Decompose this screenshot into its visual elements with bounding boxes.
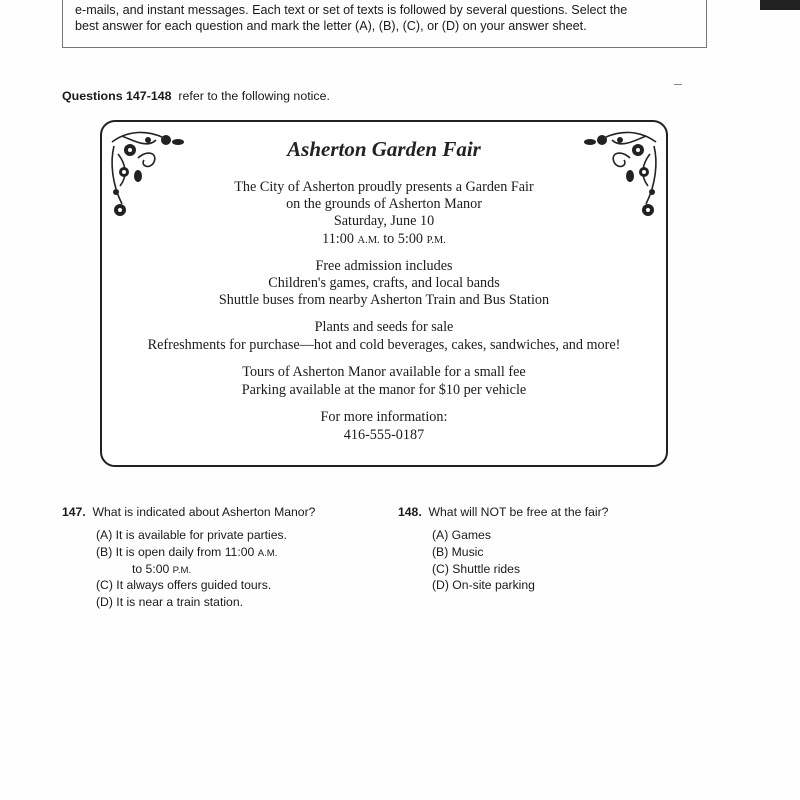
answer-option-147-a[interactable]: (A) It is available for private parties.	[96, 528, 288, 542]
answer-option-147-d[interactable]: (D) It is near a train station.	[96, 595, 243, 609]
section-header-text: refer to the following notice.	[178, 89, 330, 103]
time-to: to	[383, 231, 395, 247]
answer-option-148-a[interactable]: (A) Games	[432, 528, 491, 542]
option-text: (B) It is open daily from 11:00	[96, 545, 255, 559]
time-pm: P.M.	[426, 235, 446, 246]
answer-option-147-b[interactable]	[96, 545, 277, 559]
question-147	[62, 505, 315, 519]
notice-date: Saturday, June 10	[333, 213, 435, 229]
notice-free-line: Children's games, crafts, and local bands	[268, 275, 500, 291]
question-text: What will NOT be free at the fair?	[428, 505, 609, 519]
notice-free-line: Shuttle buses from nearby Asherton Train and Bus Station	[218, 292, 550, 308]
answer-option-147-c[interactable]: (C) It always offers guided tours.	[96, 578, 272, 592]
question-text: What is indicated about Asherton Manor?	[92, 505, 316, 519]
notice-info-heading: For more information:	[320, 409, 448, 425]
notice-time	[102, 231, 666, 248]
page-corner-tab	[760, 0, 800, 10]
notice-intro-line: on the grounds of Asherton Manor	[286, 196, 482, 212]
answer-option-148-d[interactable]: (D) On-site parking	[432, 578, 535, 592]
option-pm: P.M.	[172, 565, 192, 576]
option-am: A.M.	[257, 548, 278, 559]
instructions-box	[62, 0, 707, 48]
notice-title: Asherton Garden Fair	[287, 137, 481, 161]
time-am: A.M.	[357, 235, 380, 246]
question-number: 148.	[398, 505, 422, 519]
section-header-range: Questions 147-148	[62, 89, 172, 103]
instructions-line-1: e-mails, and instant messages. Each text or set of texts is followed by several questions. Select the	[75, 3, 628, 17]
notice-phone: 416-555-0187	[343, 427, 425, 443]
notice-sale-line: Plants and seeds for sale	[314, 319, 454, 335]
answer-option-147-b-continued	[132, 562, 191, 576]
time-end: 5:00	[397, 231, 424, 247]
notice-tour-line: Tours of Asherton Manor available for a small fee	[242, 364, 526, 380]
question-number: 147.	[62, 505, 86, 519]
stray-mark	[674, 84, 682, 85]
question-148	[398, 505, 608, 519]
section-header	[62, 89, 330, 103]
answer-option-148-b[interactable]: (B) Music	[432, 545, 484, 559]
time-start: 11:00	[322, 231, 354, 247]
notice-free-heading: Free admission includes	[315, 258, 453, 274]
option-text: to 5:00	[132, 562, 170, 576]
notice-parking-line: Parking available at the manor for $10 per vehicle	[241, 382, 527, 398]
notice-intro-line: The City of Asherton proudly presents a Garden Fair	[234, 179, 534, 195]
instructions-line-2: best answer for each question and mark the letter (A), (B), (C), or (D) on your answer sheet.	[75, 19, 587, 33]
answer-option-148-c[interactable]: (C) Shuttle rides	[432, 562, 521, 576]
notice-sale-line: Refreshments for purchase—hot and cold beverages, cakes, sandwiches, and more!	[147, 337, 621, 353]
notice-box	[100, 120, 668, 467]
